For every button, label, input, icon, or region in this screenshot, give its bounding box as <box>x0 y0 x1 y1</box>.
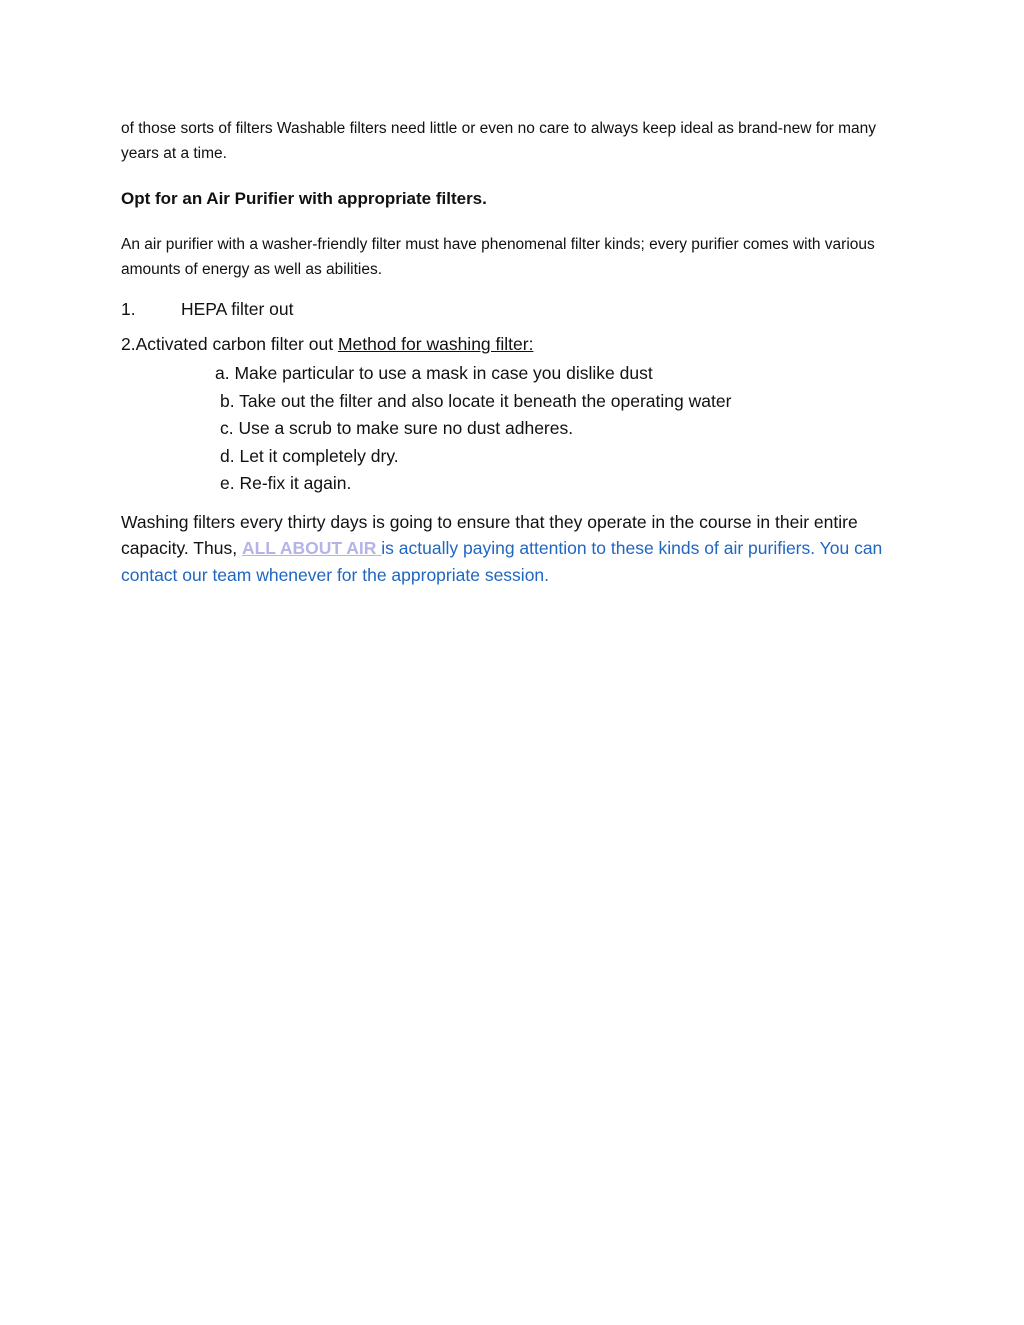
intro-paragraph: of those sorts of filters Washable filters need little or even no care to always keep ideal as brand-new for many years at a time. <box>121 120 876 162</box>
list-number: 2. <box>121 334 136 354</box>
washing-step: b. Take out the filter and also locate it beneath the operating water <box>220 390 732 411</box>
list-item-text: Activated carbon filter out <box>135 334 338 354</box>
list-item-carbon <box>121 332 911 356</box>
washing-step: c. Use a scrub to make sure no dust adheres. <box>220 418 574 438</box>
body-paragraph: An air purifier with a washer-friendly filter must have phenomenal filter kinds; every purifier comes with various amounts of energy as well as abilities. <box>121 236 875 278</box>
list-number: 1. <box>121 299 136 319</box>
method-subheading: Method for washing filter: <box>337 334 534 354</box>
washing-step: a. Make particular to use a mask in case you dislike dust <box>215 363 653 383</box>
washing-steps-list <box>121 360 911 498</box>
list-item-text: HEPA filter out <box>181 299 294 319</box>
all-about-air-link[interactable]: ALL ABOUT AIR <box>241 538 382 558</box>
closing-text: Washing filters every thirty days is going to ensure that they operate in the course in their entire capacity. Thus, <box>121 511 858 558</box>
closing-paragraph <box>121 509 911 589</box>
washing-step: d. Let it completely dry. <box>220 445 399 466</box>
list-item-hepa <box>121 297 911 321</box>
washing-step: e. Re-fix it again. <box>220 473 352 493</box>
section-heading: Opt for an Air Purifier with appropriate filters. <box>121 189 487 208</box>
closing-blue-text: is actually paying attention to these kinds of air purifiers. You can contact our team whenever for the appropriate session. <box>121 538 883 585</box>
document-content <box>121 116 911 588</box>
